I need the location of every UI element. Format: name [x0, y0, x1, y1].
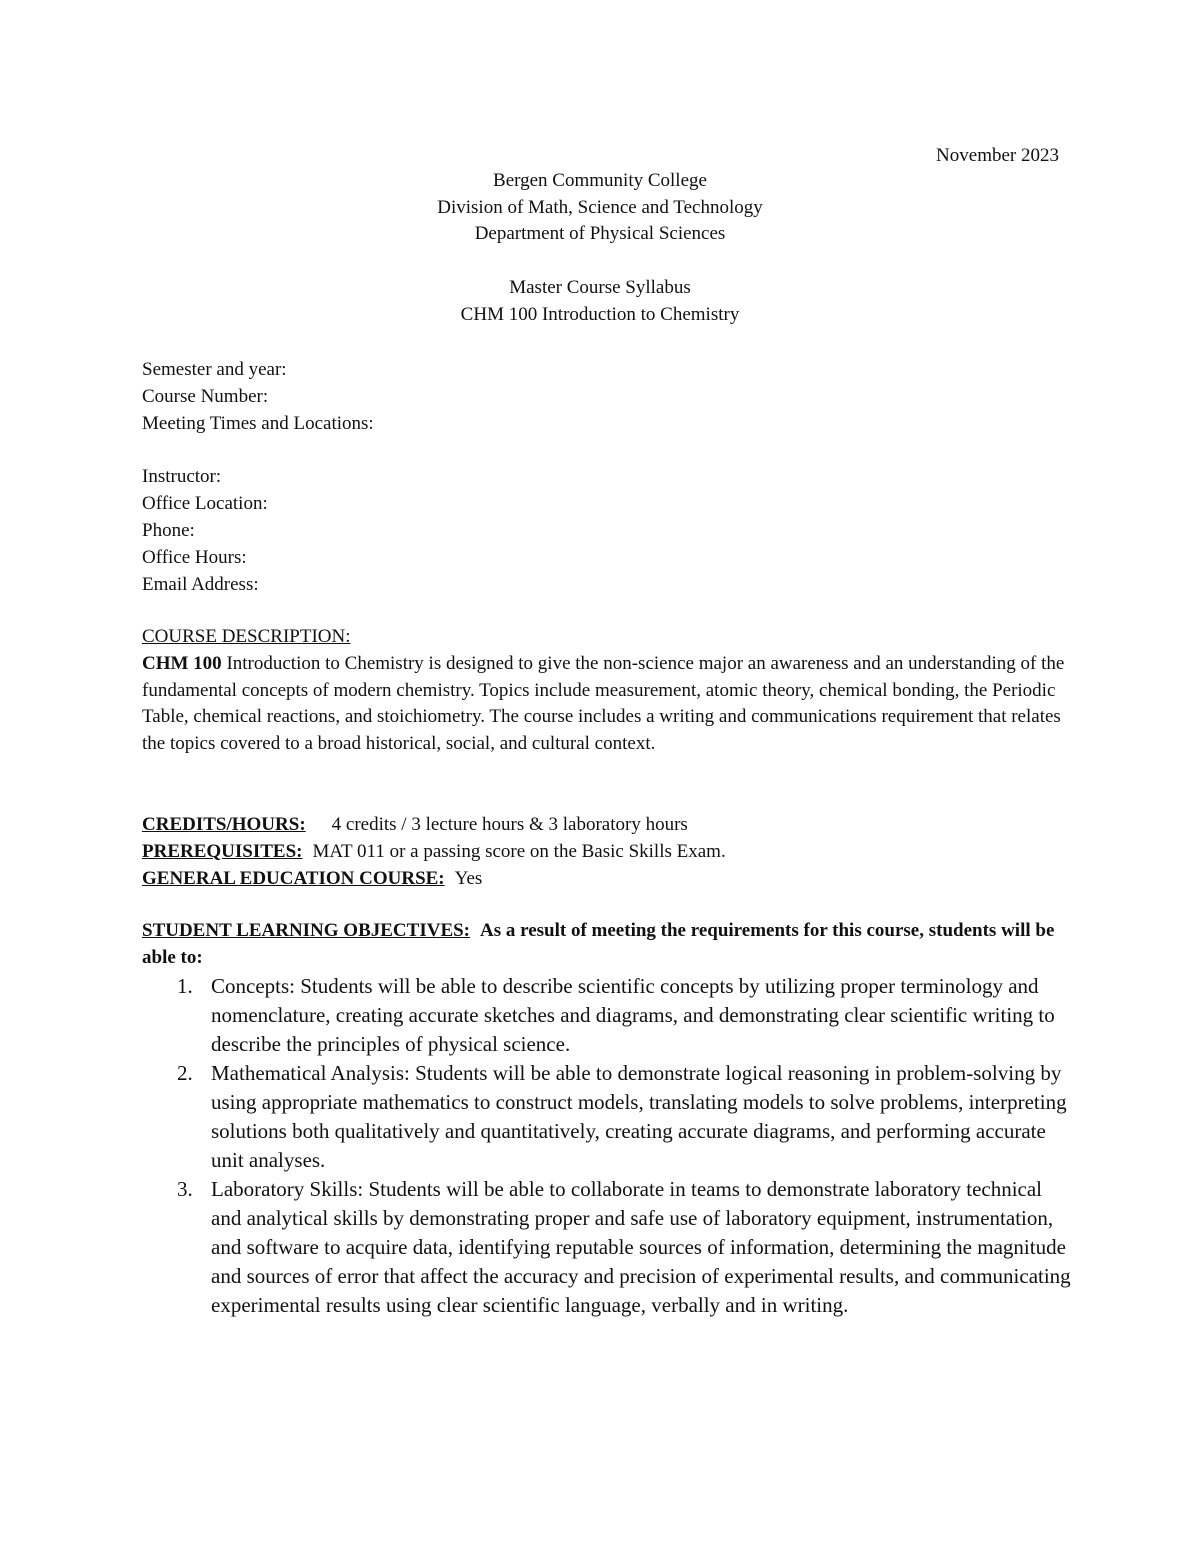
meeting-label: Meeting Times and Locations: — [142, 413, 374, 434]
course-description-text — [142, 651, 1072, 758]
course-title: CHM 100 Introduction to Chemistry — [460, 303, 740, 325]
document-type: Master Course Syllabus — [509, 277, 691, 298]
objective-text: Concepts: Students will be able to describe scientific concepts by utilizing proper terminology and nomenclature, creating accurate sketches and diagrams, and demonstrating clear scientific writing to describe the principles of physical science. — [211, 973, 1055, 1056]
institution-header — [0, 168, 1200, 248]
document-date: November 2023 — [936, 145, 1059, 166]
email-label: Email Address: — [142, 574, 259, 595]
objectives-heading: STUDENT LEARNING OBJECTIVES: — [142, 920, 471, 941]
credits-label: CREDITS/HOURS: — [142, 814, 306, 835]
objective-number: 1. — [177, 973, 193, 998]
objective-text: Laboratory Skills: Students will be able to collaborate in teams to demonstrate laboratory technical and analytical skills by demonstrating proper and safe use of laboratory equipment, instrumentation, and software to acquire data, identifying reputable sources of information, determining the magnitude and sources of error that affect the accuracy and precision of experimental results, and communicating experimental results using clear scientific language, verbally and in writing. — [211, 1176, 1071, 1317]
gen-ed-row — [142, 865, 726, 892]
objectives-header — [142, 918, 1072, 972]
office-location-label: Office Location: — [142, 493, 268, 514]
objective-number: 2. — [177, 1060, 193, 1085]
course-meta-section — [142, 811, 726, 892]
course-number-label: Course Number: — [142, 386, 269, 407]
course-description-section — [142, 624, 1072, 758]
prerequisites-row — [142, 838, 726, 865]
instructor-label: Instructor: — [142, 466, 222, 487]
college-name: Bergen Community College — [493, 170, 707, 191]
division-name: Division of Math, Science and Technology — [437, 196, 763, 218]
prerequisites-label: PREREQUISITES: — [142, 841, 303, 862]
department-name: Department of Physical Sciences — [474, 223, 726, 245]
credits-value: 4 credits / 3 lecture hours & 3 laboratory hours — [331, 814, 688, 835]
course-code: CHM 100 — [142, 652, 222, 674]
learning-objectives-section — [142, 918, 1072, 1320]
gen-ed-label: GENERAL EDUCATION COURSE: — [142, 868, 445, 889]
course-info-block — [142, 356, 374, 437]
prerequisites-value: MAT 011 or a passing score on the Basic Skills Exam. — [312, 841, 726, 862]
semester-label: Semester and year: — [142, 359, 287, 380]
objectives-intro: As a result of meeting the requirements for this course, students will be able to: — [142, 920, 1055, 968]
credits-row — [142, 811, 726, 838]
course-description-body: Introduction to Chemistry is designed to give the non-science major an awareness and an understanding of the fundamental concepts of modern chemistry. Topics include measurement, atomic theory, chemical bonding, the Periodic Table, chemical reactions, and stoichiometry. The course includes a writing and communications requirement that relates the topics covered to a broad historical, social, and cultural context. — [142, 652, 1065, 755]
objectives-list — [142, 972, 1072, 1320]
objective-item — [142, 972, 1071, 1059]
syllabus-title-block — [0, 275, 1200, 328]
objective-number: 3. — [177, 1176, 193, 1201]
objective-item — [142, 1059, 1071, 1175]
phone-label: Phone: — [142, 520, 195, 541]
office-hours-label: Office Hours: — [142, 547, 247, 568]
gen-ed-value: Yes — [454, 868, 483, 889]
instructor-info-block — [142, 463, 268, 598]
course-description-heading: COURSE DESCRIPTION: — [142, 626, 351, 647]
objective-text: Mathematical Analysis: Students will be able to demonstrate logical reasoning in problem-solving by using appropriate mathematics to construct models, translating models to solve problems, interpreting solutions both qualitatively and quantitatively, creating accurate diagrams, and performing accurate unit analyses. — [211, 1060, 1067, 1172]
objective-item — [142, 1175, 1071, 1320]
